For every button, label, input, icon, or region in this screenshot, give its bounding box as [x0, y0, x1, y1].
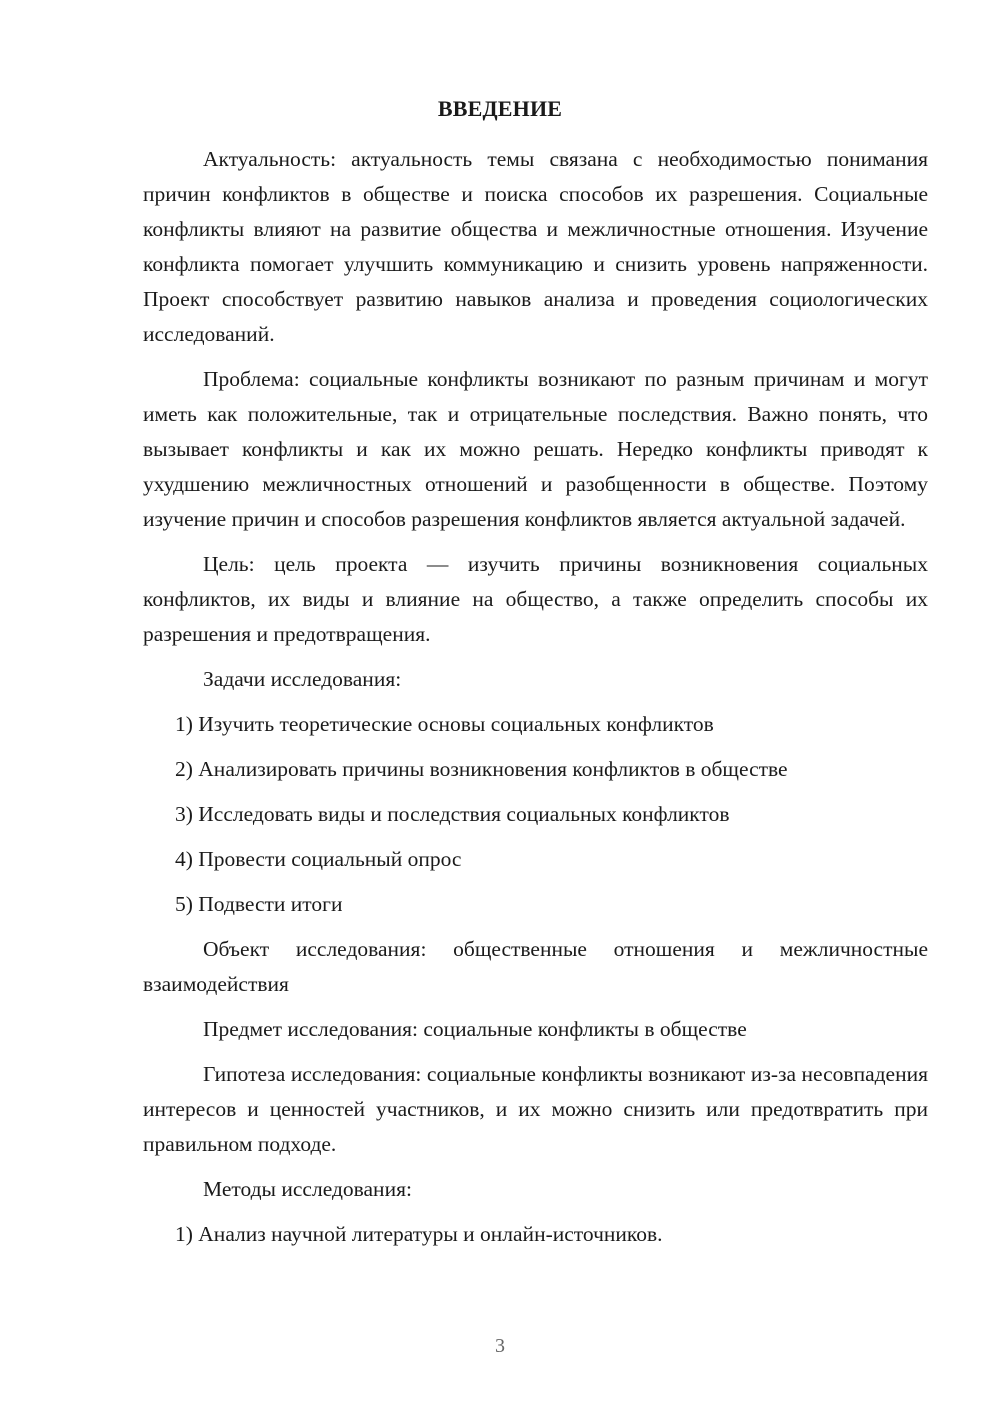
tasks-title: Задачи исследования: [203, 667, 402, 691]
paragraph-subject: Предмет исследования: социальные конфликты в обществе [203, 1017, 747, 1041]
method-item: 1) Анализ научной литературы и онлайн-источников. [175, 1222, 663, 1246]
methods-title: Методы исследования: [203, 1177, 412, 1201]
paragraph-object: Объект исследования: общественные отношения и межличностные взаимодействия [143, 937, 928, 996]
task-item: 4) Провести социальный опрос [175, 847, 462, 871]
task-item: 5) Подвести итоги [175, 892, 343, 916]
paragraph-problem: Проблема: социальные конфликты возникают по разным причинам и могут иметь как положительные, так и отрицательные последствия. Важно понять, что вызывает конфликты и как их можно решать. Нередко конфликты приводят к ухудшению межличностных отношений и разобщенности в обществе. Поэтому изучение причин и способов разрешения конфликтов является актуальной задачей. [143, 367, 928, 531]
paragraph-relevance: Актуальность: актуальность темы связана с необходимостью понимания причин конфликтов в обществе и поиска способов их разрешения. Социальные конфликты влияют на развитие общества и межличностные отношения. Изучение конфликта помогает улучшить коммуникацию и снизить уровень напряженности. Проект способствует развитию навыков анализа и проведения социологических исследований. [143, 147, 928, 346]
page-number: 3 [495, 1335, 505, 1357]
document-body [143, 142, 928, 1252]
task-item: 1) Изучить теоретические основы социальных конфликтов [175, 712, 714, 736]
paragraph-hypothesis: Гипотеза исследования: социальные конфликты возникают из-за несовпадения интересов и ценностей участников, и их можно снизить или предотвратить при правильном подходе. [143, 1062, 928, 1156]
paragraph-goal: Цель: цель проекта — изучить причины возникновения социальных конфликтов, их виды и влияние на общество, а также определить способы их разрешения и предотвращения. [143, 552, 928, 646]
task-item: 3) Исследовать виды и последствия социальных конфликтов [175, 802, 730, 826]
task-item: 2) Анализировать причины возникновения конфликтов в обществе [175, 757, 788, 781]
page-heading: ВВЕДЕНИЕ [437, 96, 563, 121]
